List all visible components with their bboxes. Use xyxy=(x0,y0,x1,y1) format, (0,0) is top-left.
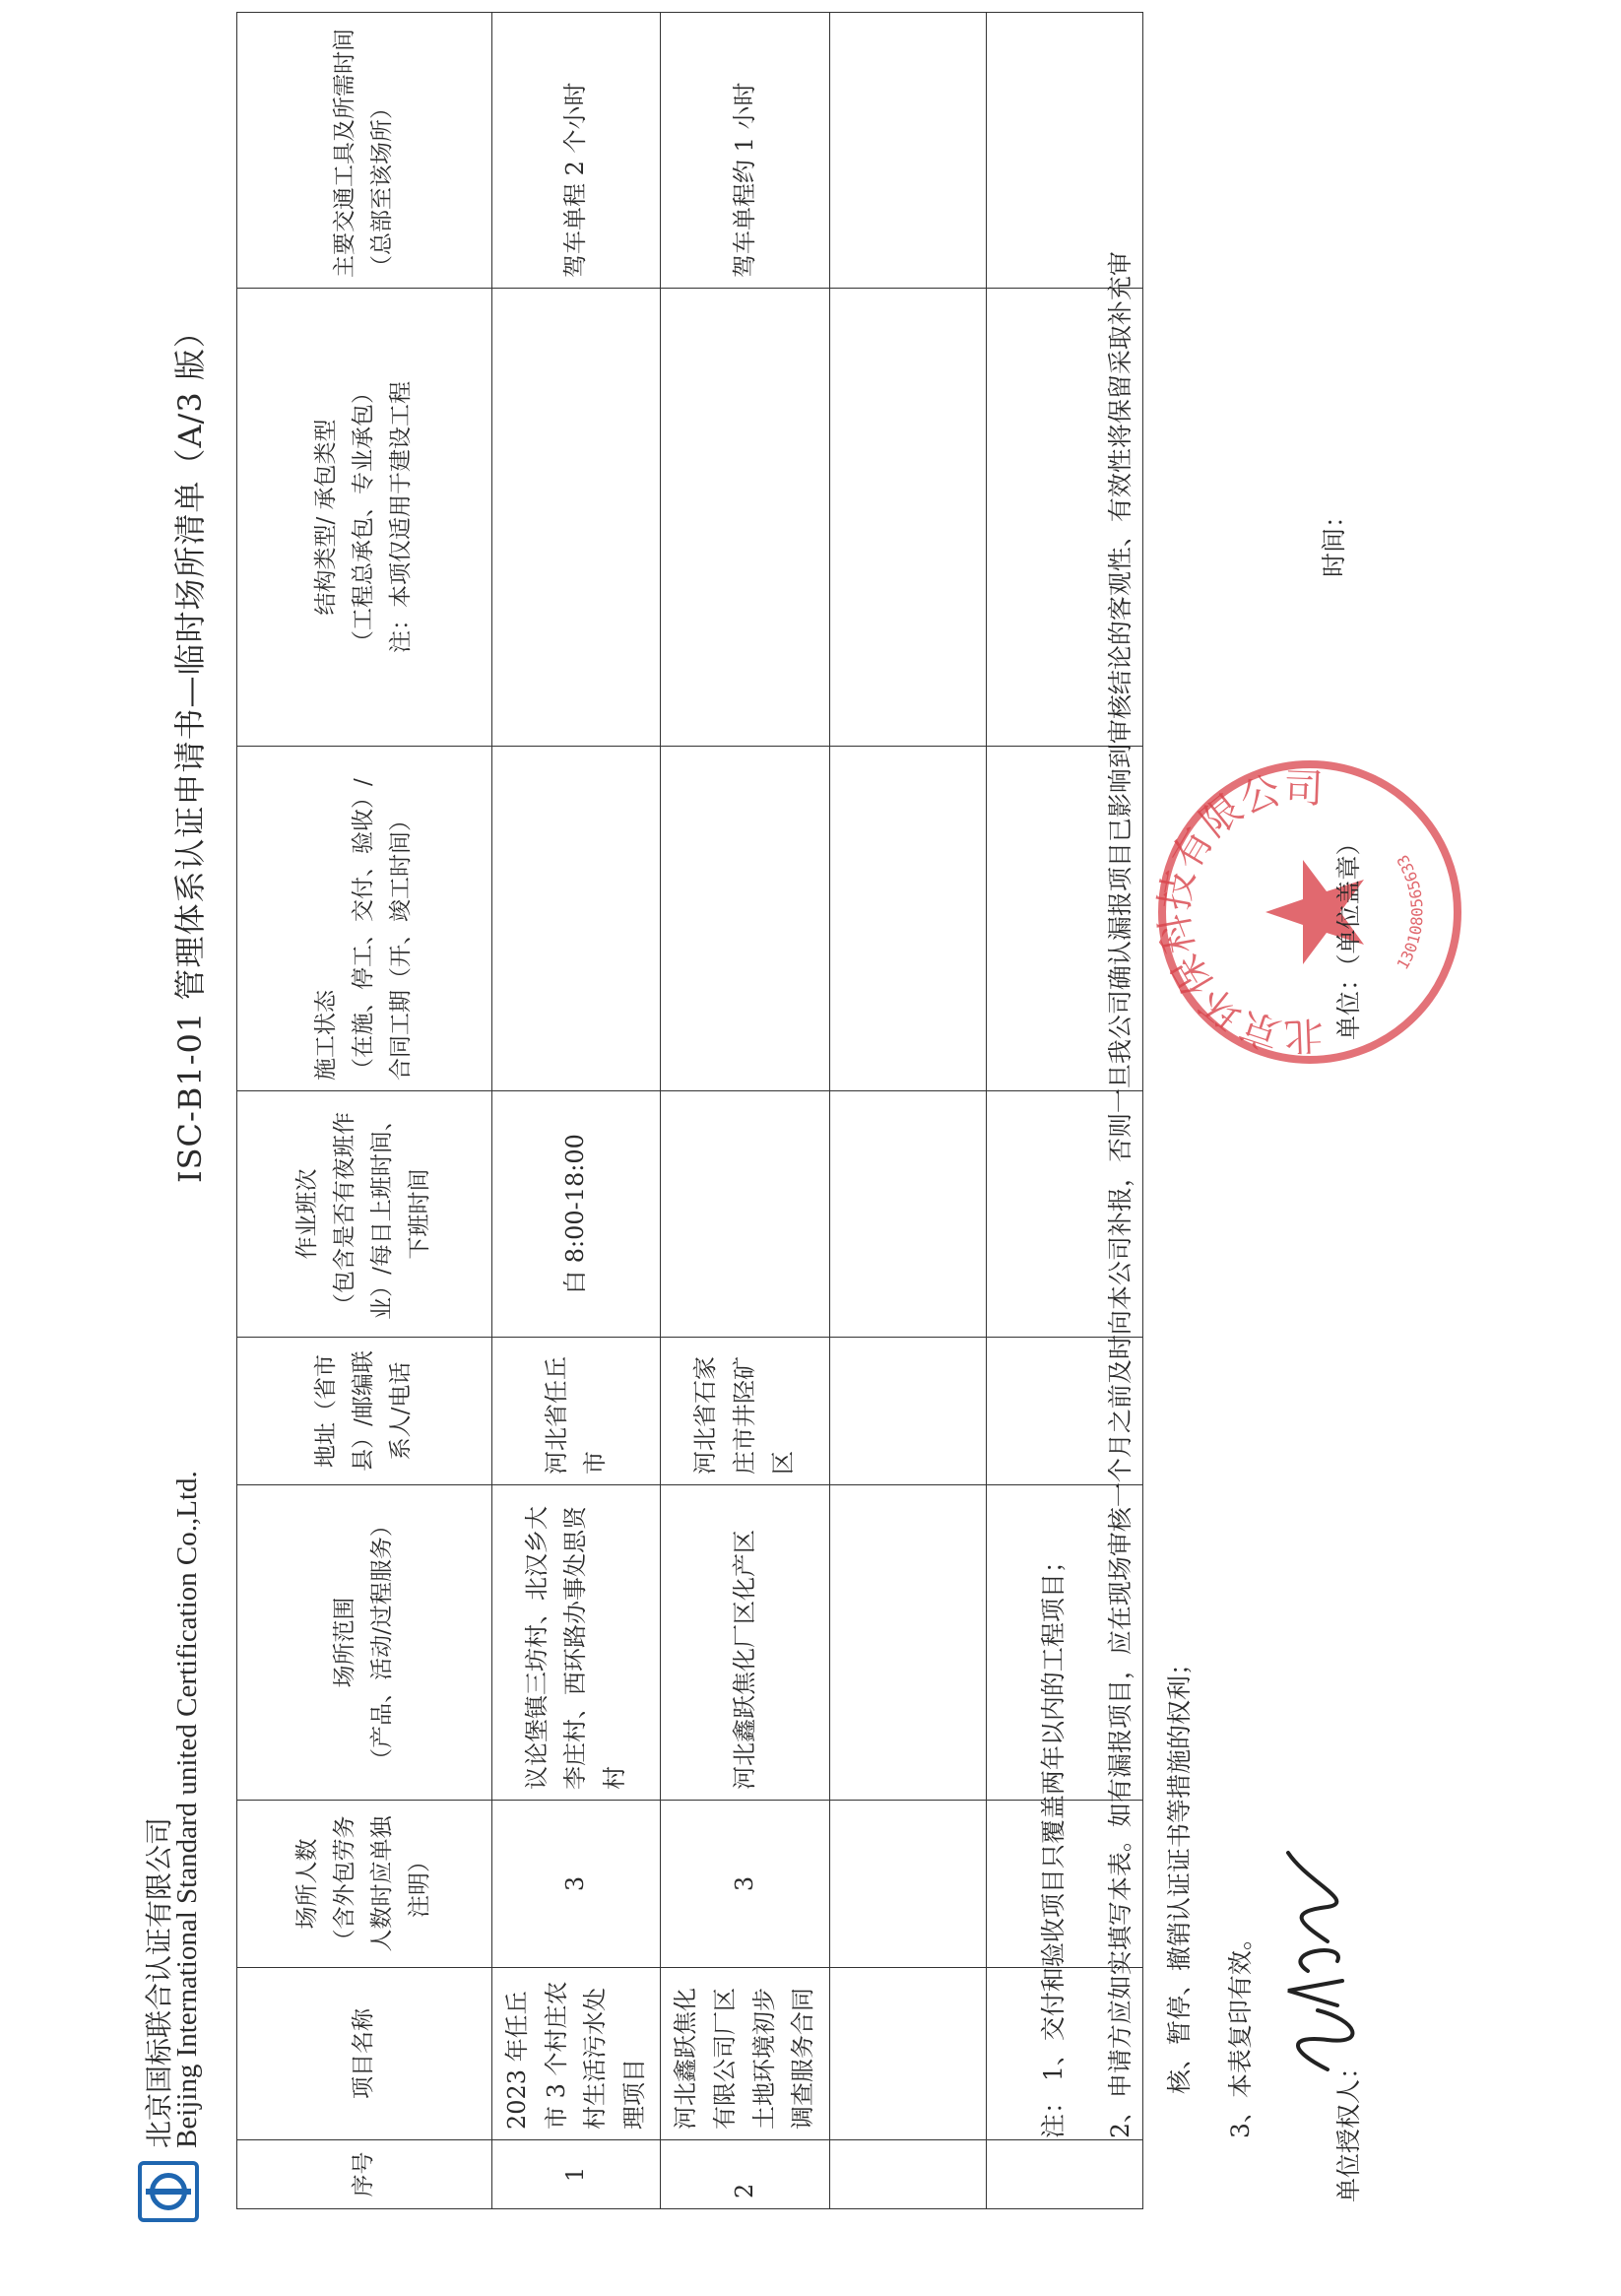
header-structure: 结构类型/ 承包类型 （工程总承包、专业承包） 注：本项仅适用于建设工程 xyxy=(237,289,492,747)
note-2-continued: 核、暂停、撤销认证证书等措施的权利； xyxy=(1165,1650,1194,2094)
cell-staff xyxy=(829,1801,986,1968)
cell-address: 河北省石家庄市井陉矿区 xyxy=(661,1338,829,1485)
header-shift: 作业班次 （包含是否有夜班作业）/每日上班时间、下班时间 xyxy=(237,1091,492,1338)
seal-text: 北京环保科技有限公司 xyxy=(1151,765,1325,1059)
cell-project: 2023 年任丘市 3 个村庄农村生活污水处理项目 xyxy=(492,1968,661,2140)
cell-seq: 1 xyxy=(492,2140,661,2209)
cell-transport: 驾车单程 2 个小时 xyxy=(492,13,661,289)
cell-seq xyxy=(986,2140,1142,2209)
table-row xyxy=(492,13,661,2209)
document-title: ISC-B1-01 管理体系认证申请书—临时场所清单（A/3 版） xyxy=(171,315,209,1183)
company-seal xyxy=(1147,750,1472,1075)
seal-number: 1301080565633 xyxy=(1393,851,1427,973)
header-staff: 场所人数 （含外包劳务人数时应单独注明） xyxy=(237,1801,492,1968)
cell-scope: 河北鑫跃焦化厂区化产区 xyxy=(661,1485,829,1801)
time-label: 时间： xyxy=(1320,502,1348,577)
company-logo-icon xyxy=(138,2161,199,2222)
svg-text:1301080565633 xyxy=(1394,851,1427,972)
cell-staff: 3 xyxy=(492,1801,661,1968)
cell-status xyxy=(492,747,661,1091)
cell-status xyxy=(661,747,829,1091)
header-status: 施工状态 （在施、停工、交付、验收）/合同工期（开、竣工时间） xyxy=(237,747,492,1091)
cell-transport: 驾车单程约 1 小时 xyxy=(661,13,829,289)
header-project: 项目名称 xyxy=(237,1968,492,2140)
cell-seq xyxy=(829,2140,986,2209)
cell-project xyxy=(829,1968,986,2140)
handwritten-signature xyxy=(1249,1843,1367,2079)
note-1: 注： 1、交付和验收项目只覆盖两年以内的工程项目； xyxy=(1039,1548,1068,2138)
company-name-en: Beijing International Standard united Certification Co.,Ltd. xyxy=(171,1471,203,2148)
cell-shift: 白 8:00-18:00 xyxy=(492,1091,661,1338)
company-name-cn: 北京国标联合认证有限公司 xyxy=(143,1816,175,2148)
cell-project: 河北鑫跃焦化有限公司厂区土地环境初步调查服务合同 xyxy=(661,1968,829,2140)
cell-address xyxy=(829,1338,986,1485)
cell-scope: 议论堡镇三坊村、北汉乡大李庄村、西环路办事处思贤村 xyxy=(492,1485,661,1801)
header-seq: 序号 xyxy=(237,2140,492,2209)
cell-shift xyxy=(661,1091,829,1338)
header-scope: 场所范围 （产品、活动/过程服务） xyxy=(237,1485,492,1801)
cell-structure xyxy=(829,289,986,747)
table-row xyxy=(829,13,986,2209)
header-transport: 主要交通工具及所需时间（总部至该场所） xyxy=(237,13,492,289)
temporary-site-table xyxy=(236,12,1143,2209)
cell-shift xyxy=(829,1091,986,1338)
cell-transport xyxy=(829,13,986,289)
cell-scope xyxy=(829,1485,986,1801)
cell-structure xyxy=(492,289,661,747)
cell-seq: 2 xyxy=(661,2140,829,2209)
cell-staff: 3 xyxy=(661,1801,829,1968)
note-2: 2、申请方应如实填写本表。如有漏报项目，应在现场审核一个月之前及时向本公司补报，否则一旦我公司确认漏报项目已影响到审核结论的客观性、有效性将保留采取补充审 xyxy=(1106,251,1135,2138)
cell-status xyxy=(829,747,986,1091)
authorizer-label: 单位授权人： xyxy=(1334,2054,1363,2202)
unit-stamp-label: 单位：（单位盖章） xyxy=(1334,830,1363,1040)
cell-address: 河北省任丘市 xyxy=(492,1338,661,1485)
header-address: 地址（省市县）/邮编联系人/电话 xyxy=(237,1338,492,1485)
cell-structure xyxy=(661,289,829,747)
table-header-row xyxy=(237,13,492,2209)
note-3: 3、本表复印有效。 xyxy=(1226,1926,1255,2138)
cell-transport xyxy=(986,13,1142,289)
table-row xyxy=(661,13,829,2209)
